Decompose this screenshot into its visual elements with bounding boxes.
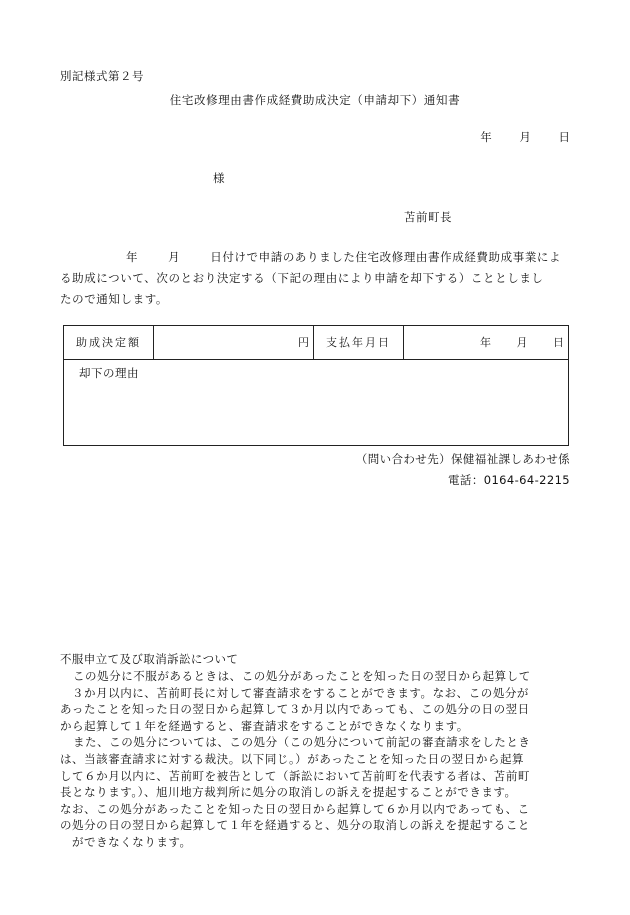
payment-date-label: 支払年月日: [314, 326, 404, 359]
notice-year: 年: [126, 250, 139, 264]
inquiry-contact: （問い合わせ先）保健福祉課しあわせ係: [355, 452, 570, 466]
appeal-line: なお、この処分があったことを知った日の翌日から起算して６か月以内であっても、こ: [60, 801, 530, 816]
appeal-line: 長となります。）、旭川地方裁判所に処分の取消しの訴えを提起することができます。: [60, 785, 517, 800]
appeal-body: [60, 668, 574, 851]
issue-date-year: 年: [480, 130, 492, 144]
appeal-line: は、当該審査請求に対する裁決。以下同じ。）があったことを知った日の翌日から起算: [60, 751, 525, 766]
notice-body-line-1: [60, 247, 574, 268]
appeal-heading: 不服申立て及び取消訴訟について: [60, 652, 239, 666]
document-title: 住宅改修理由書作成経費助成決定（申請却下）通知書: [169, 93, 461, 107]
form-number: 別記様式第２号: [60, 69, 144, 83]
issue-date-month: 月: [519, 130, 531, 144]
appeal-line: して６か月以内に、苫前町を被告として（訴訟において苫前町を代表する者は、苫前町: [60, 768, 530, 783]
notice-body-line-3: たので通知します。: [60, 292, 168, 306]
notice-month: 月: [168, 250, 181, 264]
decision-table-header-row: [64, 326, 568, 360]
decision-table: [63, 325, 569, 446]
appeal-line: ができなくなります。: [72, 834, 192, 849]
amount-value-cell: [154, 326, 314, 359]
issue-date: [456, 129, 570, 145]
appeal-line: この処分に不服があるときは、この処分があったことを知った日の翌日から起算して: [73, 669, 531, 683]
appeal-line: から起算して１年を経過すると、審査請求をすることができなくなります。: [60, 718, 469, 733]
notice-body-line-2: る助成について、次のとおり決定する（下記の理由により申請を却下する）こととしまし: [60, 271, 544, 285]
amount-label: 助成決定額: [64, 326, 154, 359]
addressee: 様: [213, 171, 225, 185]
appeal-line: また、この処分については、この処分（この処分について前記の審査請求をしたとき: [73, 735, 531, 750]
payment-day: 日: [553, 336, 564, 349]
payment-month: 月: [516, 336, 528, 349]
payment-year: 年: [480, 336, 491, 349]
rejection-reason-label: 却下の理由: [79, 366, 139, 380]
notice-body-line-1-text: 日付けで申請のありました住宅改修理由書作成経費助成事業によ: [210, 250, 562, 264]
sender: 苫前町長: [404, 210, 452, 224]
issue-date-day: 日: [558, 130, 570, 144]
phone-number: 電話：0164-64-2215: [448, 473, 570, 487]
appeal-line: の処分の日の翌日から起算して１年を経過すると、処分の取消しの訴えを提起すること: [60, 818, 530, 833]
amount-unit: 円: [298, 336, 309, 349]
payment-date-value-cell: [404, 326, 568, 359]
appeal-line: ３か月以内に、苫前町長に対して審査請求をすることができます。なお、この処分が: [72, 685, 529, 700]
notice-body: [60, 247, 574, 310]
appeal-line: あったことを知った日の翌日から起算して３か月以内であっても、この処分の日の翌日: [60, 702, 530, 717]
